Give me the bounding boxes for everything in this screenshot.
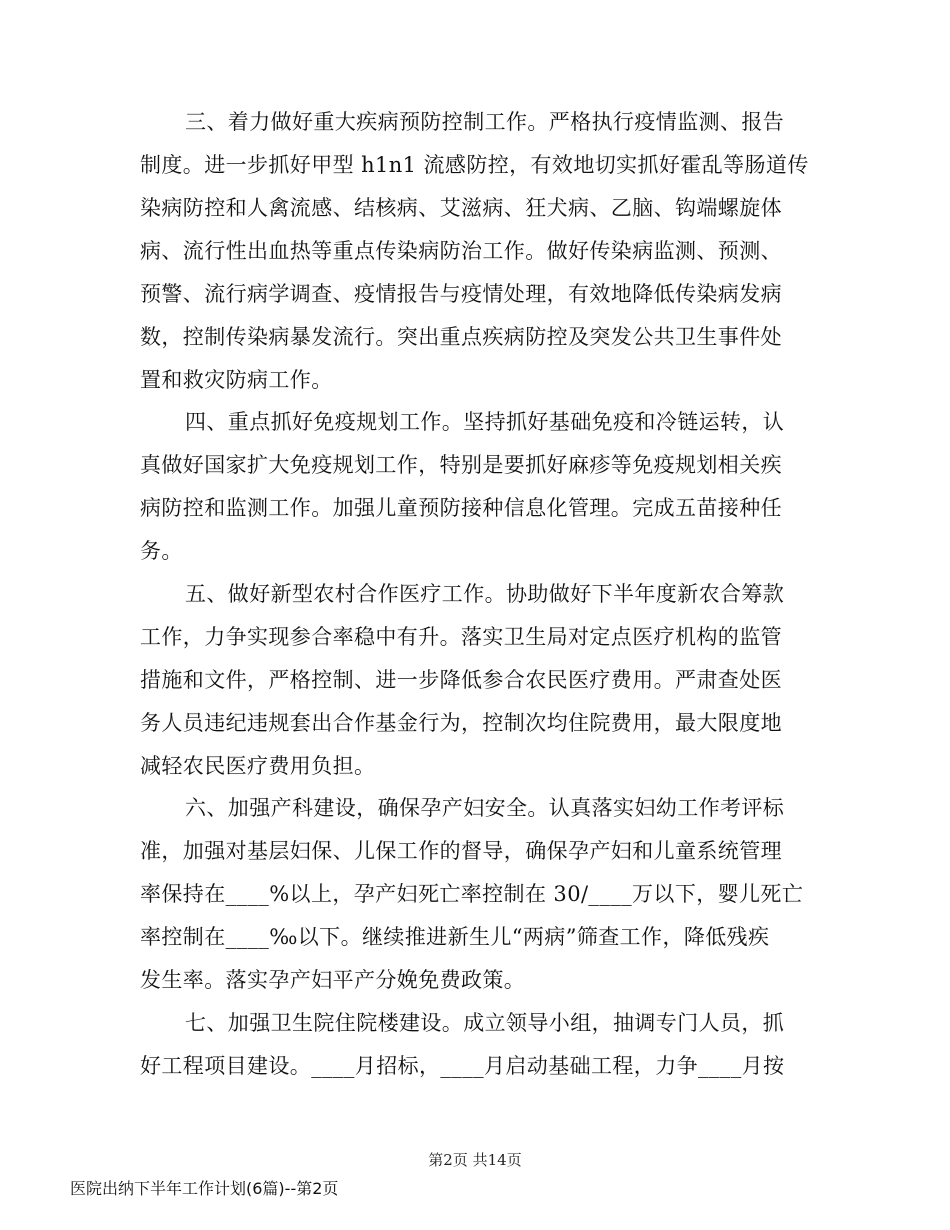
paragraph-2-line-2: 真做好国家扩大免疫规划工作，特别是要抓好麻疹等免疫规划相关疾 bbox=[140, 453, 782, 477]
paragraph-1-line-7: 置和救灾防病工作。 bbox=[140, 368, 333, 392]
paragraph-1-line-3: 染病防控和人禽流感、结核病、艾滋病、狂犬病、乙脑、钩端螺旋体 bbox=[140, 196, 782, 220]
paragraph-3-line-4: 务人员违纪违规套出合作基金行为，控制次均住院费用，最大限度地 bbox=[140, 711, 782, 735]
paragraph-4-line-5: 发生率。落实孕产妇平产分娩免费政策。 bbox=[140, 968, 526, 992]
paragraph-1-line-6: 数，控制传染病暴发流行。突出重点疾病防控及突发公共卫生事件处 bbox=[140, 325, 782, 349]
paragraph-4-line-3: 率保持在____%以上，孕产妇死亡率控制在 30/____万以下，婴儿死亡 bbox=[140, 882, 804, 906]
paragraph-4-line-1: 六、加强产科建设，确保孕产妇安全。认真落实妇幼工作考评标 bbox=[185, 796, 785, 820]
document-title: 医院出纳下半年工作计划(6篇)--第2页 bbox=[70, 1179, 339, 1198]
paragraph-1-line-1: 三、着力做好重大疾病预防控制工作。严格执行疫情监测、报告 bbox=[185, 110, 785, 134]
paragraph-2-line-1: 四、重点抓好免疫规划工作。坚持抓好基础免疫和冷链运转，认 bbox=[185, 410, 785, 434]
paragraph-5-line-2: 好工程项目建设。____月招标，____月启动基础工程，力争____月按 bbox=[140, 1054, 785, 1078]
paragraph-2-line-3: 病防控和监测工作。加强儿童预防接种信息化管理。完成五苗接种任 bbox=[140, 496, 782, 520]
paragraph-1-line-4: 病、流行性出血热等重点传染病防治工作。做好传染病监测、预测、 bbox=[140, 239, 782, 263]
paragraph-5-line-1: 七、加强卫生院住院楼建设。成立领导小组，抽调专门人员，抓 bbox=[185, 1011, 785, 1035]
paragraph-3-line-1: 五、做好新型农村合作医疗工作。协助做好下半年度新农合筹款 bbox=[185, 582, 785, 606]
paragraph-2-line-4: 务。 bbox=[140, 539, 183, 563]
paragraph-3-line-3: 措施和文件，严格控制、进一步降低参合农民医疗费用。严肃查处医 bbox=[140, 668, 782, 692]
paragraph-4-line-4: 率控制在____‰以下。继续推进新生儿“两病”筛查工作，降低残疾 bbox=[140, 925, 770, 949]
paragraph-1-line-2: 制度。进一步抓好甲型 h1n1 流感防控，有效地切实抓好霍乱等肠道传 bbox=[140, 153, 809, 177]
paragraph-3-line-5: 减轻农民医疗费用负担。 bbox=[140, 754, 376, 778]
paragraph-3-line-2: 工作，力争实现参合率稳中有升。落实卫生局对定点医疗机构的监管 bbox=[140, 625, 782, 649]
paragraph-4-line-2: 准，加强对基层妇保、儿保工作的督导，确保孕产妇和儿童系统管理 bbox=[140, 839, 782, 863]
page-number-label: 第2页 共14页 bbox=[428, 1151, 522, 1169]
paragraph-1-line-5: 预警、流行病学调查、疫情报告与疫情处理，有效地降低传染病发病 bbox=[140, 282, 782, 306]
